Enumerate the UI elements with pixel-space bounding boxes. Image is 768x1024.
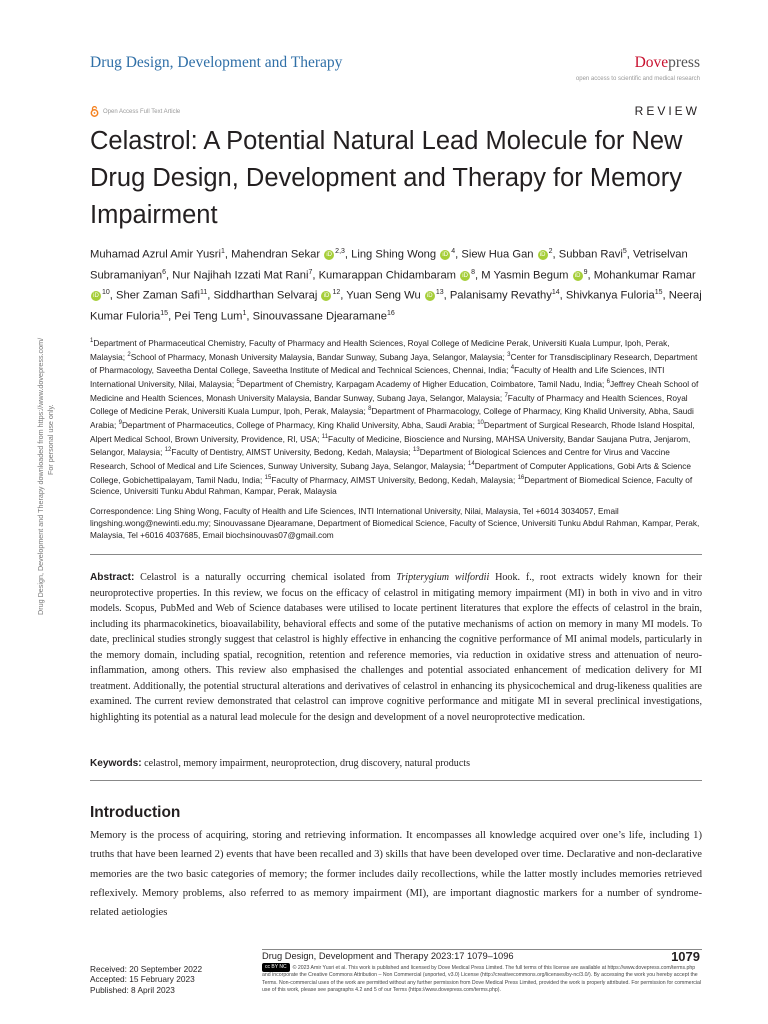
author-separator: , (166, 269, 173, 282)
author-name: Ling Shing Wong (351, 248, 437, 261)
affiliation-number: 2 (127, 351, 131, 358)
author-affiliation-ref: 13 (435, 289, 444, 297)
journal-name: Drug Design, Development and Therapy (90, 54, 343, 71)
author-separator: , (340, 290, 347, 303)
affiliation-text: Department of Chemistry, Karpagam Academy of Higher Education, Coimbatore, Tamil Nadu, India; (239, 378, 607, 389)
publisher-tagline: open access to scientific and medical research (575, 76, 700, 82)
author-affiliation-ref: 1 (221, 248, 225, 255)
open-access-label (90, 106, 180, 117)
orcid-icon[interactable]: iD (324, 250, 334, 260)
affiliation-text: School of Pharmacy, Monash University Malaysia, Bandar Sunway, Subang Jaya, Selangor, Malaysia; (130, 351, 508, 362)
author-name: M Yasmin Begum (481, 269, 569, 282)
author-affiliation-ref: 5 (622, 248, 627, 255)
article-dates (90, 964, 202, 995)
author-affiliation-ref: 16 (386, 310, 395, 318)
affiliation-number: 5 (236, 379, 240, 386)
author-name: Yuan Seng Wu (346, 290, 421, 303)
publisher-logo-part-b: press (668, 54, 700, 71)
abstract (90, 570, 702, 725)
author-affiliation-ref: 15 (160, 310, 169, 318)
affiliation-number: 8 (368, 406, 372, 413)
author-name: Subban Ravi (558, 248, 623, 261)
license-text: © 2023 Amir Yusri et al. This work is published and licensed by Dove Medical Press Limited. The full terms of this license are available at https://www.dovepress.com/terms.php and incorporate the Creative Commons Attribution – Non Commercial (unported, v3.0) License (http://creativecommons.org/licenses/by-nc/3.0/). By accessing the work you hereby accept the Terms. Non-commercial uses of the work are permitted without any further permission from Dove Medical Press Limited, provided the work is properly attributed. For permission for commercial use of this work, please see paragraphs 4.2 and 5 of our Terms (https://www.dovepress.com/terms.php). (262, 965, 702, 993)
cc-license-badge[interactable]: cc BY NC (262, 963, 290, 972)
author-separator: , (626, 248, 633, 261)
affiliation-text: Department of Computer Applications, Gobi Arts & Science College, Gobichettipalayam, Tamil Nadu, India; (90, 460, 691, 485)
author-separator: , (168, 310, 175, 323)
author-separator: , (344, 248, 352, 261)
author-affiliation-ref: 15 (654, 289, 663, 297)
author-name: Siddharthan Selvaraj (213, 290, 318, 303)
author-affiliation-ref: 6 (162, 268, 167, 276)
author-name: Vetriselvan Subramaniyan (90, 248, 688, 282)
author-separator: , (312, 269, 319, 282)
author-affiliation-ref: 2,3 (335, 248, 345, 255)
affiliation-text: Jeffrey Cheah School of Medicine and Health Sciences, Monash University Malaysia, Bandar Sunway, Subang Jaya, Selangor, Malaysia; (90, 378, 699, 403)
abstract-bottom-divider (90, 780, 702, 781)
author-affiliation-ref: 9 (583, 268, 588, 276)
footer-divider (262, 949, 702, 950)
orcid-icon[interactable]: iD (321, 291, 331, 301)
author-name: Kumarappan Chidambaram (318, 269, 456, 282)
author-name: Sher Zaman Safi (116, 290, 200, 303)
author-separator: , (207, 290, 214, 303)
author-affiliation-ref: 4 (451, 248, 456, 255)
publisher-logo[interactable] (635, 54, 700, 72)
author-name: Pei Teng Lum (174, 310, 243, 323)
author-name: Nur Najihah Izzati Mat Rani (172, 269, 309, 282)
affiliation-number: 7 (504, 392, 508, 399)
author-affiliation-ref: 7 (308, 268, 313, 276)
accepted-date: Accepted: 15 February 2023 (90, 974, 195, 985)
affiliation-text: Faculty of Pharmacy, AIMST University, Bedong, Kedah, Malaysia; (271, 474, 518, 485)
author-affiliation-ref: 14 (551, 289, 560, 297)
publisher-logo-part-a: Dove (634, 54, 669, 71)
author-name: Muhamad Azrul Amir Yusri (90, 248, 221, 261)
side-note-line-1: Drug Design, Development and Therapy downloaded from https://www.dovepress.com/ (36, 337, 45, 615)
author-separator: , (475, 269, 482, 282)
affiliation-number: 14 (468, 461, 475, 468)
author-affiliation-ref: 11 (199, 289, 208, 297)
affiliation-number: 13 (413, 447, 420, 454)
introduction-text: Memory is the process of acquiring, storing and retrieving information. It encompasses all knowledge acquired over one’s life, including 1) truths that have been learned 2) events that have been recalled and 3) skills that have been developed over time. Declarative and non-declarative memories are the two basic categories of memory; the former includes daily recollections, while the latter mostly includes memories retrieved reflexively. Memory problems, also referred to as memory impairment (MI), are important diagnostic markers for a number of syndrome-related aetiologies (90, 830, 702, 919)
footer-citation: Drug Design, Development and Therapy 2023:17 1079–1096 (262, 951, 514, 961)
author-name: Sinouvassane Djearamane (252, 310, 387, 323)
author-separator: , (246, 310, 253, 323)
author-name: Shivkanya Fuloria (565, 290, 655, 303)
section-heading-introduction: Introduction (90, 804, 181, 821)
affiliation-number: 12 (164, 447, 172, 454)
affiliation-number: 11 (321, 433, 329, 440)
abstract-top-divider (90, 554, 702, 555)
affiliation-text: Department of Pharmaceutical Chemistry, Faculty of Pharmacy and Health Sciences, Royal College of Medicine Perak, Universiti Kuala Lumpur, Ipoh, Perak, Malaysia; (90, 337, 670, 362)
keywords (90, 756, 702, 771)
affiliation-number: 9 (118, 420, 122, 427)
affiliation-number: 15 (264, 474, 272, 481)
affiliation-text: Center for Transdisciplinary Research, Department of Pharmacology, Saveetha Dental College, Saveetha Institute of Medical and Technical Sciences, Chennai, India; (90, 351, 698, 376)
keywords-text: celastrol, memory impairment, neuroprotection, drug discovery, natural products (141, 758, 471, 769)
affiliation-number: 3 (507, 351, 511, 358)
affiliation-text: Department of Biological Sciences and Centre for Virus and Vaccine Research, School of Medical and Life Sciences, Sunway University, Subang Jaya, Selangor, Malaysia; (90, 447, 670, 471)
orcid-icon[interactable]: iD (573, 271, 583, 281)
author-separator: , (224, 248, 232, 261)
abstract-text-b: Hook. f., root extracts widely known for their neuroprotective properties. In this review, we focus on the efficacy of celastrol in mitigating memory impairment (MI) in both in vivo and in vitro models. Scopus, PubMed and Web of Science databases were utilised to locate pertinent literatures that explore the effects of celastrol in the brain, including its pharmacokinetics, bioavailability, behavioral effects and some of the putative mechanisms of action on memory in many MI models. To date, preclinical studies strongly suggest that celastrol is highly effective in enhancing the cognitive performance of MI animal models, particularly in the memory domain, including spatial, recognition, retention and reference memories, via reduction in oxidative stress and attenuation of neuro-inflammation, among others. This review also emphasised the challenges and potential associated enhancement of medication delivery for MI treatment. Additionally, the potential structural alterations and derivatives of celastrol in enhancing its physicochemical and drug-likeness qualities are examined. The current review demonstrated that celastrol can improve cognitive performance and mitigate MI in several preclinical investigations, highlighting its potential as a natural lead molecule for the design and development of a novel neuroprotective medication. (90, 572, 702, 723)
orcid-icon[interactable]: iD (538, 250, 548, 260)
orcid-icon[interactable]: iD (425, 291, 435, 301)
open-access-lock-icon (90, 106, 99, 117)
article-title: Celastrol: A Potential Natural Lead Molecule for New Drug Design, Development and Therapy for Memory Impairment (90, 127, 683, 229)
affiliation-number: 4 (510, 365, 515, 372)
author-affiliation-ref: 1 (242, 310, 247, 318)
affiliation-number: 1 (90, 338, 94, 344)
affiliation-text: Faculty of Pharmacy and Health Sciences, Royal College of Medicine Perak, Universiti Kuala Lumpur, Ipoh, Perak, Malaysia; (90, 392, 688, 417)
author-name: Palanisamy Revathy (449, 290, 552, 303)
author-separator: , (455, 248, 462, 261)
author-name: Mohankumar Ramar (593, 269, 696, 282)
abstract-text-a: Celastrol is a naturally occurring chemical isolated from (134, 572, 397, 583)
received-date: Received: 20 September 2022 (90, 964, 203, 974)
affiliation-number: 6 (606, 379, 610, 386)
affiliation-number: 10 (477, 420, 484, 427)
author-separator: , (443, 290, 450, 303)
license-statement (262, 963, 702, 994)
affiliation-text: Department of Pharmaceutics, College of Pharmacy, King Khalid University, Abha, Saudi Arabia; (121, 419, 478, 430)
side-note-line-2: For personal use only. (46, 404, 55, 475)
author-separator: , (109, 290, 117, 303)
open-access-text: Open Access Full Text Article (103, 108, 181, 115)
author-name: Siew Hua Gan (461, 248, 534, 261)
author-name: Mahendran Sekar (231, 248, 321, 261)
correspondence: Correspondence: Ling Shing Wong, Faculty of Health and Life Sciences, INTI International University, Nilai, Malaysia, Tel +6014 3034057, Email lingshing.wong@newinti.edu.my; Sinouvassane Djearamane, Department of Biomedical Science, Faculty of Science, Universiti Tunku Abdul Rahman, Kampar, Perak, Malaysia, Tel +6016 4037685, Email biochsinouvas07@gmail.com (90, 506, 700, 540)
affiliation-number: 16 (517, 474, 525, 481)
author-affiliation-ref: 10 (102, 289, 110, 297)
affiliation-text: Department of Biomedical Science, Faculty of Science, Universiti Tunku Abdul Rahman, Kampar, Perak, Malaysia (90, 474, 693, 497)
affiliation-text: Department of Pharmacology, College of Pharmacy, King Khalid University, Abha, Saudi Arabia; (90, 406, 694, 430)
author-affiliation-ref: 8 (471, 268, 476, 276)
abstract-label: Abstract: (90, 572, 135, 583)
orcid-icon[interactable]: iD (440, 250, 450, 260)
abstract-species: Tripterygium wilfordii (396, 572, 490, 583)
author-separator: , (559, 290, 566, 303)
author-separator: , (662, 290, 669, 303)
article-type: REVIEW (634, 104, 700, 118)
affiliation-text: Faculty of Dentistry, AIMST University, Bedong, Kedah, Malaysia; (171, 447, 414, 458)
keywords-label: Keywords: (90, 758, 142, 769)
affiliations (90, 336, 702, 498)
author-list (90, 243, 702, 326)
author-name: Neeraj Kumar Fuloria (90, 290, 702, 323)
author-separator: , (552, 248, 559, 261)
author-affiliation-ref: 12 (332, 289, 341, 297)
author-separator: , (587, 269, 594, 282)
affiliation-text: Department of Surgical Research, Rhode Island Hospital, Alpert Medical School, Brown University, Providence, RI, USA; (90, 419, 695, 444)
orcid-icon[interactable]: iD (91, 291, 101, 301)
affiliation-text: Faculty of Medicine, Bioscience and Nursing, MAHSA University, Bandar Saujana Putra, Jenjarom, Selangor, Malaysia; (90, 433, 691, 458)
page-number: 1079 (671, 949, 700, 964)
download-side-note (36, 338, 56, 615)
author-affiliation-ref: 2 (548, 248, 553, 255)
affiliation-text: Faculty of Health and Life Sciences, INTI International University, Nilai, Malaysia; (90, 365, 665, 389)
published-date: Published: 8 April 2023 (90, 984, 175, 995)
orcid-icon[interactable]: iD (460, 271, 470, 281)
